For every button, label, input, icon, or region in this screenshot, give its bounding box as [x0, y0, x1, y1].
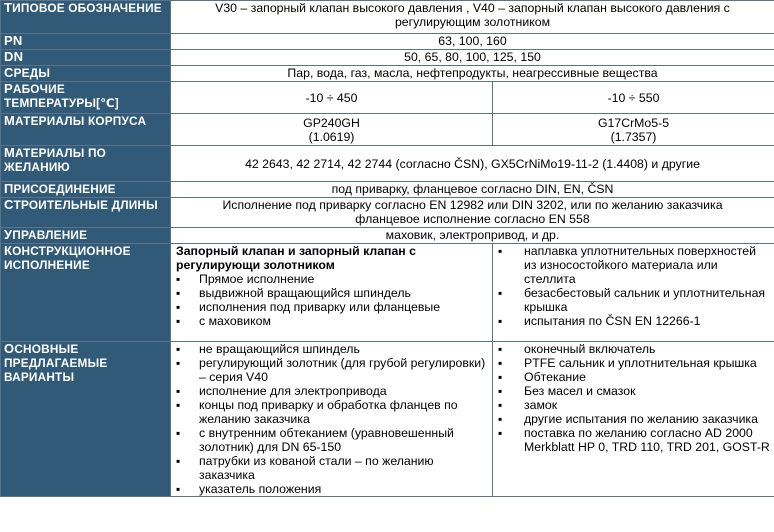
- design-right-list: [496, 244, 771, 328]
- list-item: ▪ патрубки из кованой стали – по желанию заказчика: [174, 454, 489, 482]
- list-item: ▪ концы под приварку и обработка фланцев по желанию заказчика: [174, 398, 489, 426]
- row-optional-materials: [1, 146, 774, 182]
- row-lengths: [1, 198, 774, 228]
- list-item: ▪ с маховиком: [174, 314, 489, 328]
- list-item: ▪ испытания по ČSN EN 12266-1: [496, 314, 771, 328]
- design-left: [171, 244, 493, 342]
- list-item: ▪ безасбестовый сальник и уплотнительная крышка: [496, 286, 771, 314]
- options-right: [493, 342, 774, 497]
- material-a-number: (1.0619): [308, 129, 355, 144]
- list-item: ▪ Без масел и смазок: [496, 384, 771, 398]
- list-item: ▪ Прямое исполнение: [174, 272, 489, 286]
- label-options: ОСНОВНЫЕ ПРЕДЛАГАЕМЫЕ ВАРИАНТЫ: [1, 342, 171, 497]
- row-pn: [1, 34, 774, 50]
- list-item: ▪ указатель положения: [174, 482, 489, 496]
- list-item: ▪ исполнение для электропривода: [174, 384, 489, 398]
- value-body-material-a: [171, 114, 493, 146]
- list-item: ▪ оконечный включатель: [496, 342, 771, 356]
- label-connection: ПРИСОЕДИНЕНИЕ: [1, 182, 171, 198]
- material-b-grade: G17CrMo5-5: [597, 115, 670, 130]
- label-control: УПРАВЛЕНИЕ: [1, 228, 171, 244]
- label-pn: PN: [1, 34, 171, 50]
- value-temperature-b: -10 ÷ 550: [493, 82, 774, 114]
- value-dn: 50, 65, 80, 100, 125, 150: [171, 50, 774, 66]
- material-a-grade: GP240GH: [303, 115, 360, 130]
- design-right: [493, 244, 774, 342]
- value-control: маховик, электропривод, и др.: [171, 228, 774, 244]
- value-temperature-a: -10 ÷ 450: [171, 82, 493, 114]
- row-temperature: [1, 82, 774, 114]
- design-left-title: Запорный клапан и запорный клапан с регулирующи золотником: [176, 244, 416, 272]
- row-designation: [1, 1, 774, 34]
- value-pn: 63, 100, 160: [171, 34, 774, 50]
- label-lengths: СТРОИТЕЛЬНЫЕ ДЛИНЫ: [1, 198, 171, 228]
- options-right-list: [496, 342, 771, 454]
- row-options: [1, 342, 774, 497]
- label-body-materials: МАТЕРИАЛЫ КОРПУСА: [1, 114, 171, 146]
- list-item: ▪ регулирующий золотник (для грубой регулировки) – серия V40: [174, 356, 489, 384]
- value-optional-materials: 42 2643, 42 2714, 42 2744 (согласно ČSN), GX5CrNiMo19-11-2 (1.4408) и другие: [171, 146, 774, 182]
- value-connection: под приварку, фланцевое согласно DIN, EN, ČSN: [171, 182, 774, 198]
- list-item: ▪ выдвижной вращающийся шпиндель: [174, 286, 489, 300]
- list-item: ▪ Обтекание: [496, 370, 771, 384]
- list-item: ▪ замок: [496, 398, 771, 412]
- material-b-number: (1.7357): [610, 129, 657, 144]
- label-temperature: РАБОЧИЕ ТЕМПЕРАТУРЫ[℃]: [1, 82, 171, 114]
- list-item: ▪ другие испытания по желанию заказчика: [496, 412, 771, 426]
- value-body-material-b: [493, 114, 774, 146]
- label-design: КОНСТРУКЦИОННОЕ ИСПОЛНЕНИЕ: [1, 244, 171, 342]
- row-design: [1, 244, 774, 342]
- options-left-list: [174, 342, 489, 496]
- row-dn: [1, 50, 774, 66]
- row-media: [1, 66, 774, 82]
- value-media: Пар, вода, газ, масла, нефтепродукты, неагрессивные вещества: [171, 66, 774, 82]
- list-item: ▪ исполнения под приварку или фланцевые: [174, 300, 489, 314]
- label-media: СРЕДЫ: [1, 66, 171, 82]
- row-body-materials: [1, 114, 774, 146]
- lengths-welded: Исполнение под приварку согласно EN 12982 или DIN 3202, или по желанию заказчика: [222, 198, 723, 212]
- list-item: ▪ наплавка уплотнительных поверхностей из износостойкого материала или стеллита: [496, 244, 771, 286]
- row-connection: [1, 182, 774, 198]
- label-optional-materials: МАТЕРИАЛЫ ПО ЖЕЛАНИЮ: [1, 146, 171, 182]
- label-dn: DN: [1, 50, 171, 66]
- list-item: ▪ PTFE сальник и уплотнительная крышка: [496, 356, 771, 370]
- design-left-list: [174, 272, 489, 328]
- value-designation: V30 – запорный клапан высокого давления , V40 – запорный клапан высокого давления с регулирующим золотником: [171, 1, 774, 34]
- list-item: ▪ поставка по желанию согласно AD 2000 Merkblatt HP 0, TRD 110, TRD 201, GOST-R: [496, 426, 771, 454]
- list-item: ▪ с внутренним обтеканием (уравновешенный золотник) для DN 65-150: [174, 426, 489, 454]
- options-left: [171, 342, 493, 497]
- value-lengths: [171, 198, 774, 228]
- lengths-flanged: фланцевое исполнение согласно EN 558: [355, 212, 590, 226]
- row-control: [1, 228, 774, 244]
- list-item: ▪ не вращающийся шпиндель: [174, 342, 489, 356]
- label-designation: ТИПОВОЕ ОБОЗНАЧЕНИЕ: [1, 1, 171, 34]
